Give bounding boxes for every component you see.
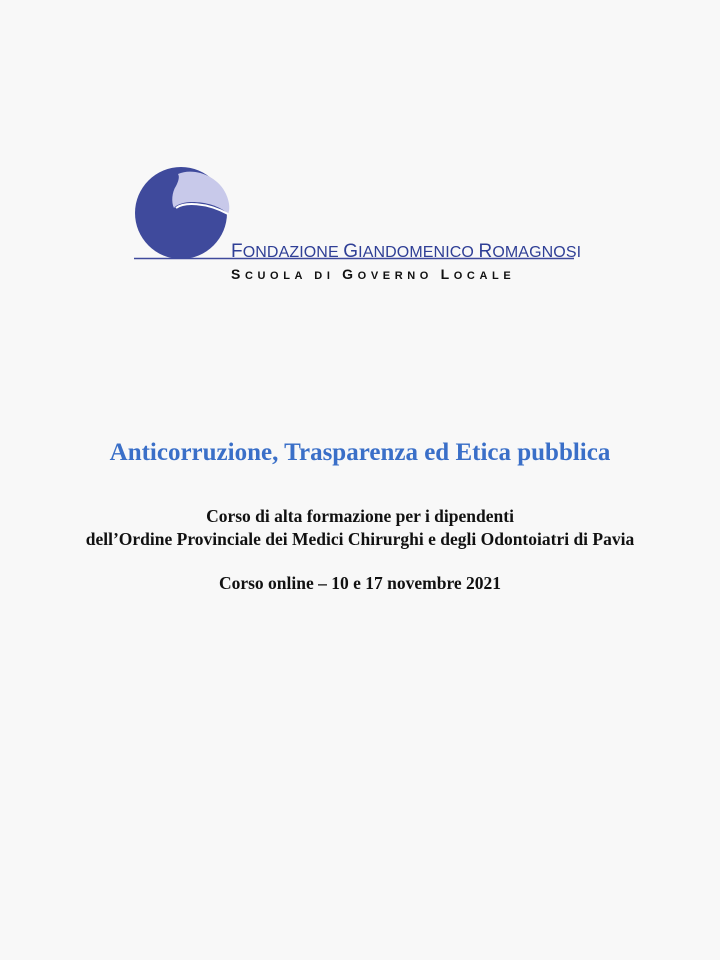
name-rest-3: OMAGNOSI xyxy=(492,244,582,261)
name-rest-1: ONDAZIONE xyxy=(242,244,344,261)
name-initial-1: F xyxy=(231,241,243,262)
document-title: Anticorruzione, Trasparenza ed Etica pubblica xyxy=(109,439,611,466)
foundation-name xyxy=(231,242,581,263)
globe-logo-icon xyxy=(134,166,574,282)
sub-rest-3: OCALE xyxy=(453,270,516,282)
foundation-logo xyxy=(134,166,582,282)
sub-initial-3: L xyxy=(440,266,454,282)
course-description-line2: dell’Ordine Provinciale dei Medici Chirurghi e degli Odontoiatri di Pavia xyxy=(85,529,635,549)
course-description-line1: Corso di alta formazione per i dipendenti xyxy=(206,506,514,526)
name-rest-2: IANDOMENICO xyxy=(358,244,479,261)
course-date: Corso online – 10 e 17 novembre 2021 xyxy=(218,573,502,593)
sub-rest-2: OVERNO xyxy=(357,270,441,282)
name-initial-3: R xyxy=(478,241,493,262)
name-initial-2: G xyxy=(343,241,359,262)
sub-initial-1: S xyxy=(231,266,245,282)
sub-initial-2: G xyxy=(342,266,358,282)
school-name xyxy=(231,267,515,283)
sub-rest-1: CUOLA DI xyxy=(244,270,343,282)
